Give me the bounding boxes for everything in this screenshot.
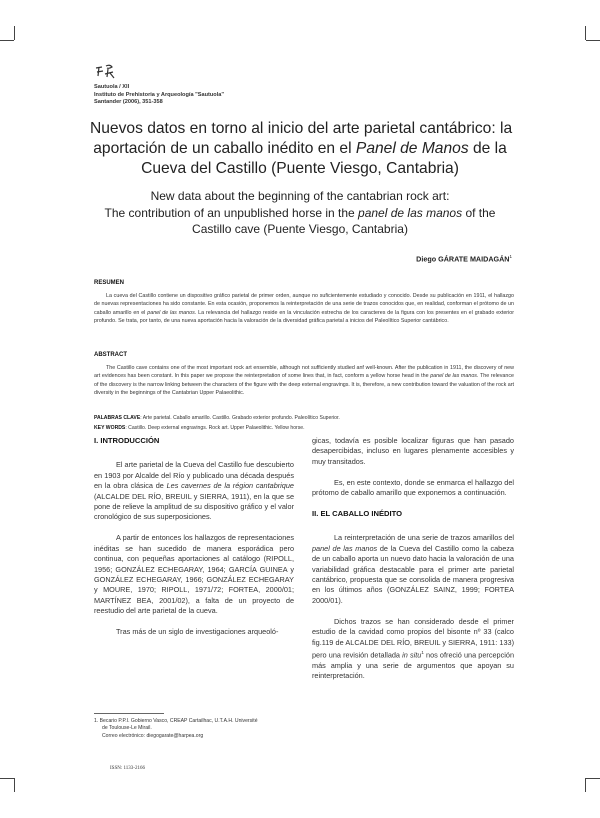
footnote-divider (94, 713, 164, 714)
title-text: de la (468, 140, 507, 157)
paragraph (312, 533, 514, 606)
spanish-title (90, 119, 513, 179)
title-line: Nuevos datos en torno al inicio del arte parietal cantábrico: la (90, 120, 513, 137)
footnote-line: de Toulouse-Le Mirail. (102, 725, 152, 732)
title-text: The contribution of an unpublished horse in the (104, 205, 359, 220)
paragraph-text: (ALCALDE DEL RÍO, BREUIL y SIERRA, 1911), en la que se pone de relieve la amplitud de su dispositivo gráfico y el valor cronológico de sus superposiciones. (94, 491, 294, 522)
title-line: Cueva del Castillo (Puente Viesgo, Cantabria) (141, 160, 459, 177)
keywords-en-label: KEY WORDS (94, 425, 126, 431)
keywords-es-text: : Arte parietal. Caballo amarillo. Castillo. Grabado exterior profundo. Paleolítico Superior. (140, 415, 340, 421)
paragraph-text: El arte parietal de la Cueva del Castillo fue descubierto en 1903 por Alcalde del Río y publicado una década después en la obra clásica de (94, 460, 294, 491)
left-column (94, 436, 294, 648)
crop-mark (585, 26, 586, 40)
paragraph: A partir de entonces los hallazgos de representaciones inéditas se han sucedido de manera esporádica pero continua, con pequeñas aportaciones al catálogo (RIPOLL, 1956; GONZÁLEZ ECHEGARAY, 1964; GARCÍA GUINEA y GONZÁLEZ ECHEGARAY, 1966; GONZÁLEZ ECHEGARAY y MOURE, 1970; RIPOLL, 1971/72; FORTEA, 2000/01; MARTÍNEZ BEA, 2001/02), a falta de un proyecto de reestudio del arte parietal de la cueva. (94, 533, 294, 616)
crop-mark (0, 40, 14, 41)
resumen-italic: panel de las manos (147, 309, 195, 316)
paragraph-italic: panel de las manos (312, 543, 378, 553)
title-line: Castillo cave (Puente Viesgo, Cantabria) (192, 222, 408, 236)
keywords-es (94, 414, 514, 423)
crop-mark (585, 778, 586, 792)
paragraph-italic: in situ (402, 650, 422, 660)
paragraph-text: La reinterpretación de una serie de trazos amarillos del (334, 533, 514, 543)
footnote (94, 718, 294, 740)
footnote-line: 1. Becario P.P.I. Gobierno Vasco, CREAP Cartailhac, U.T.A.H. Université (94, 718, 258, 724)
title-line (90, 139, 510, 159)
abstract-italic: panel de las manos (430, 373, 477, 380)
footnote-line: Correo electrónico: diegogarate@harpea.org (102, 732, 204, 739)
keywords-en (94, 424, 514, 433)
resumen-part: . La relevancia del hallazgo reside en la vinculación estrecha de los caracteres de la figura con los presentes en el grabado exterior profundo. Se trata, por tanto, de una nueva aportación hacia la valoración de la diversidad gráfica parietal a inicios del Paleolítico Superior cantábrico. (94, 309, 515, 324)
paragraph-text: Dichos trazos se han considerado desde el primer estudio de la cavidad como propios del bisonte nº 33 (calco fig.119 de ALCALDE DEL RÍO, BREUIL y SIERRA, 1911: 133) pero una revisión detallada (312, 616, 514, 660)
journal-logo-icon (94, 62, 118, 84)
title-text: of the (462, 205, 496, 220)
author-footnote-ref: 1 (509, 254, 512, 259)
title-line: New data about the beginning of the cantabrian rock art: (150, 189, 450, 203)
journal-citation: Santander (2006), 351-358 (94, 99, 163, 106)
keywords-en-text: : Castillo. Deep external engravings. Rock art. Upper Palaeolithic. Yellow horse. (125, 425, 305, 431)
journal-name: Sautuola / XII (94, 84, 130, 90)
paragraph: gicas, todavía es posible localizar figuras que han pasado desapercibidas, incluso en lugares plenamente accesibles y muy transitados. (312, 436, 514, 466)
title-italic: Panel de Manos (355, 140, 469, 157)
paragraph-italic: Les cavernes de la région cantabrique (166, 481, 294, 491)
paragraph (94, 460, 294, 522)
author-last-name: GÁRATE MAIDAGÁN (438, 254, 510, 264)
footnote-ref: 1 (421, 650, 424, 655)
right-column (312, 436, 514, 692)
abstract-heading: ABSTRACT (94, 352, 127, 358)
section-heading: I. INTRODUCCIÓN (94, 436, 160, 445)
issn: ISSN: 1133-2166 (110, 766, 145, 771)
crop-mark (14, 778, 15, 792)
english-title (96, 188, 504, 238)
crop-mark (0, 778, 14, 779)
journal-institute: Instituto de Prehistoria y Arqueología "Sautuola" (94, 91, 225, 98)
section-heading: II. EL CABALLO INÉDITO (312, 509, 403, 519)
keywords-es-label: PALABRAS CLAVE (94, 415, 141, 421)
paragraph: Tras más de un siglo de investigaciones arqueoló- (116, 627, 279, 637)
title-italic: panel de las manos (358, 205, 463, 220)
paragraph-text: de la Cueva del Castillo como la cabeza de un caballo aporta un nuevo dato hacia la valoración de una variabilidad gráfica destacable para el primer arte parietal cantábrico, propuesta que se consolida de manera progresiva en los últimos años (GONZÁLEZ SAINZ, 1999; FORTEA 2000/01). (312, 543, 514, 605)
abstract-part: . The relevance of the discovery is the narrow linking between the characters of the figure with the deep external engravings. It is, therefore, a new contribution toward the valuation of the rock art diversity in the beginnings of the Cantabrian Upper Palaeolithic. (94, 373, 514, 396)
crop-mark (586, 40, 600, 41)
resumen-heading: RESUMEN (94, 280, 125, 286)
author-first-name: Diego (416, 254, 439, 264)
paragraph-text: nos ofreció una percepción más amplia y una serie de argumentos que apoyan su reinterpretación. (312, 650, 514, 681)
title-line (96, 205, 504, 222)
resumen-part: La cueva del Castillo contiene un dispositivo gráfico parietal de primer orden, aunque no suficientemente estudiado y conocido. Desde su publicación en 1911, el hallazgo de nuevas representaciones ha sido constante. En esta ocasión, proponemos la reinterpretación de una serie de trazos conocidos que, en realidad, conforman el prótomo de un caballo amarillo en el (94, 293, 514, 316)
paragraph: Es, en este contexto, donde se enmarca el hallazgo del prótomo de caballo amarillo que exponemos a continuación. (312, 477, 514, 498)
title-text: aportación de un caballo inédito en el (93, 140, 356, 157)
author (416, 254, 512, 263)
resumen-text (94, 292, 514, 325)
abstract-part: The Castillo cave contains one of the most important rock art ensemble, although not sufficiently studied anf well-known. After the publication in 1911, the discovery of new art evidences has been constant. In this paper we propose the reinterpretation of some lines that, in fact, conform a yellow horse head in the (94, 365, 514, 380)
journal-info (94, 84, 224, 107)
abstract-text (94, 364, 514, 397)
crop-mark (586, 778, 600, 779)
crop-mark (14, 26, 15, 40)
paragraph (312, 617, 514, 682)
